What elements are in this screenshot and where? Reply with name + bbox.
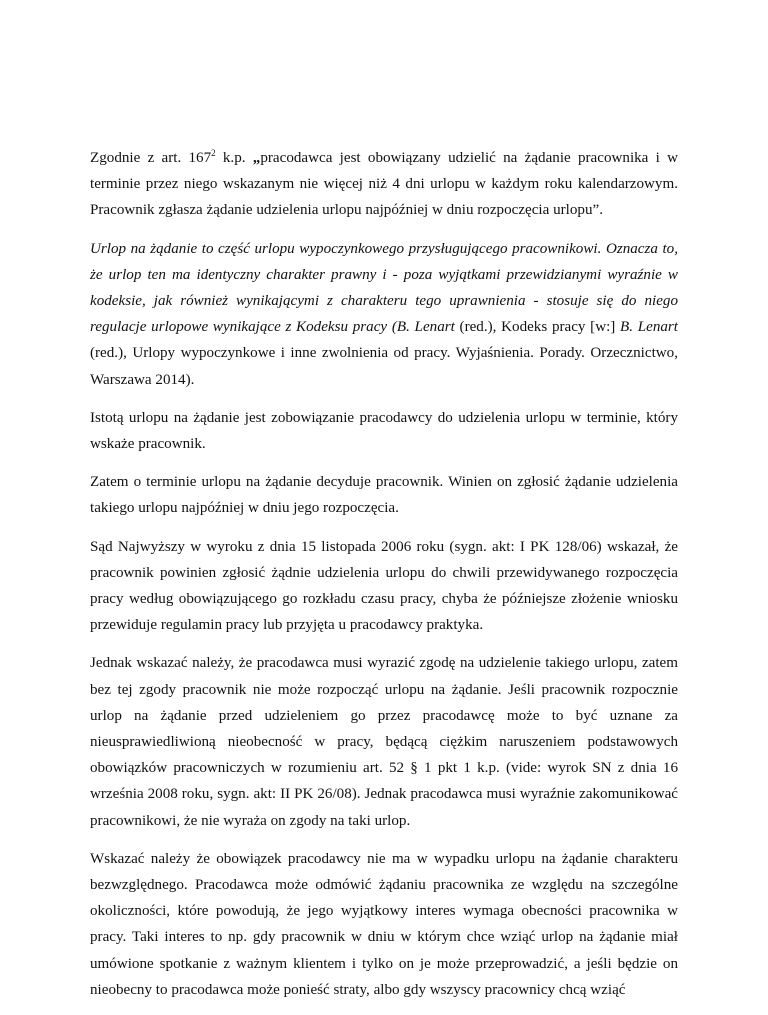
document-page bbox=[90, 145, 678, 1015]
paragraph-definition bbox=[90, 236, 678, 393]
p1-opening-quote: „ bbox=[252, 150, 261, 166]
paragraph-employer-consent: Jednak wskazać należy, że pracodawca musi wyrazić zgodę na udzielenie takiego urlopu, zatem bez tej zgody pracownik nie może rozpocząć urlopu na żądanie. Jeśli pracownik rozpocznie urlop na żądanie przed udzieleniem go przez pracodawcę może to być uznane za nieusprawiedliwioną nieobecność w pracy, będącą ciężkim naruszeniem podstawowych obowiązków pracowniczych w rozumieniu art. 52 § 1 pkt 1 k.p. (vide: wyrok SN z dnia 16 września 2008 roku, sygn. akt: II PK 26/08). Jednak pracodawca musi wyraźnie zakomunikować pracownikowi, że nie wyraża on zgody na taki urlop. bbox=[90, 655, 678, 829]
p1-text-b: k.p. bbox=[215, 150, 253, 166]
p2-author-2: B. Lenart bbox=[620, 319, 678, 336]
p2-text-c: (red.), Kodeks pracy [w:] bbox=[454, 319, 621, 336]
p1-superscript: 2 bbox=[211, 147, 216, 158]
paragraph-employer-obligation: Wskazać należy że obowiązek pracodawcy nie ma w wypadku urlopu na żądanie charakteru bezwzględnego. Pracodawca może odmówić żądaniu pracownika ze względu na szczególne okoliczności, które powodują, że jego wyjątkowy interes wymaga obecności pracownika w pracy. Taki interes to np. gdy pracownik w dniu w którym chce wziąć urlop na żądanie miał umówione spotkanie z ważnym klientem i tylko on je może przeprowadzić, a jeśli będzie on nieobecny to pracodawca może ponieść straty, albo gdy wszyscy pracownicy chcą wziąć bbox=[90, 850, 678, 998]
p2-text-e: (red.), Urlopy wypoczynkowe i inne zwolnienia od pracy. Wyjaśnienia. Porady. Orzecznictwo, Warszawa 2014). bbox=[90, 345, 678, 388]
p2-author-1: B. Lenart bbox=[396, 319, 455, 336]
paragraph-essence: Istotą urlopu na żądanie jest zobowiązanie pracodawcy do udzielenia urlopu w terminie, który wskaże pracownik. bbox=[90, 409, 678, 453]
paragraph-art-167 bbox=[90, 145, 678, 224]
paragraph-supreme-court: Sąd Najwyższy w wyroku z dnia 15 listopada 2006 roku (sygn. akt: I PK 128/06) wskazał, że pracownik powinien zgłosić żądnie udzielenia urlopu do chwili przewidywanego rozpoczęcia pracy według obowiązującego go rozkładu czasu pracy, chyba że późniejsze złożenie wniosku przewiduje regulamin pracy lub przyjęta u pracodawcy praktyka. bbox=[90, 538, 678, 634]
p1-text-a: Zgodnie z art. 167 bbox=[90, 150, 212, 166]
paragraph-employee-decides: Zatem o terminie urlopu na żądanie decyduje pracownik. Winien on zgłosić żądanie udzielenia takiego urlopu najpóźniej w dniu jego rozpoczęcia. bbox=[90, 474, 678, 517]
p1-text-c: pracodawca jest obowiązany udzielić na żądanie pracownika i w terminie przez niego wskazanym nie więcej niż 4 dni urlopu w każdym roku kalendarzowym. Pracownik zgłasza żądanie udzielenia urlopu najpóźniej w dniu rozpoczęcia urlopu”. bbox=[90, 150, 678, 219]
p2-text-a: Urlop na żądanie to część urlopu wypoczynkowego przysługującego pracownikowi. Oznacza to, że urlop ten ma identyczny charakter prawny i - poza wyjątkami przewidzianymi wyraźnie w kodeksie, jak również wynikającymi z charakteru tego uprawnienia - stosuje się do niego regulacje urlopowe wynikające z Kodeksu pracy ( bbox=[90, 240, 678, 336]
